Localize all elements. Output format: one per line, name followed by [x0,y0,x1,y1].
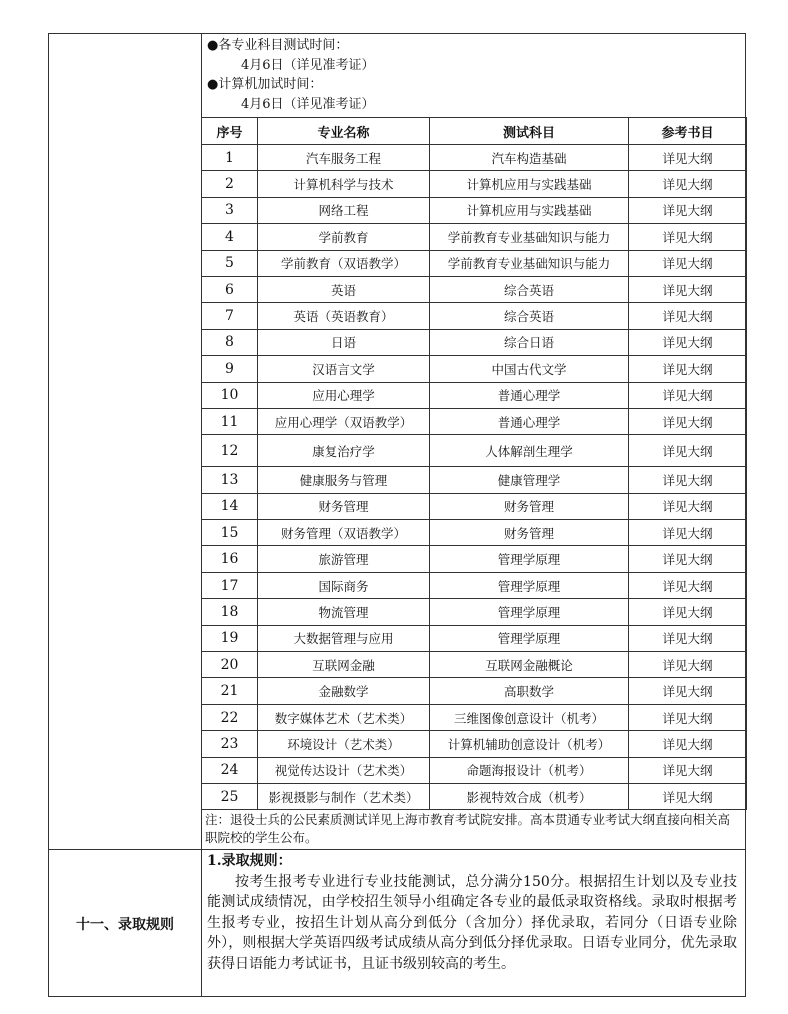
row-major: 互联网金融 [258,652,430,678]
table-row [202,145,747,171]
row-major: 学前教育 [258,224,430,250]
row-subject: 汽车构造基础 [430,145,629,171]
document-frame [48,33,746,997]
row-reference: 详见大纲 [629,382,747,408]
row-major: 旅游管理 [258,546,430,572]
table-row [202,520,747,546]
row-major: 财务管理（双语教学） [258,520,430,546]
row-index: 8 [202,329,258,355]
row-reference: 详见大纲 [629,435,747,467]
table-row [202,625,747,651]
row-reference: 详见大纲 [629,197,747,223]
row-index: 25 [202,783,258,809]
row-index: 23 [202,731,258,757]
row-reference: 详见大纲 [629,356,747,382]
rules-body: 按考生报考专业进行专业技能测试，总分满分150分。根据招生计划以及专业技能测试成绩情况，由学校招生领导小组确定各专业的最低录取资格线。录取时根据考生报考专业，按招生计划从高分到低分（含加分）择优录取，若同分（日语专业除外），则根据大学英语四级考试成绩从高分到低分择优录取。日语专业同分，优先录取获得日语能力考试证书，且证书级别较高的考生。 [207,873,737,972]
row-major: 汽车服务工程 [258,145,430,171]
row-major: 应用心理学（双语教学） [258,408,430,434]
row-index: 21 [202,678,258,704]
row-major: 应用心理学 [258,382,430,408]
subject-test-time-value: 4月6日（详见准考证） [241,57,375,73]
admission-rules [207,851,737,974]
row-subject: 高职数学 [430,678,629,704]
header-major: 专业名称 [258,118,430,145]
table-row [202,408,747,434]
row-subject: 管理学原理 [430,625,629,651]
row-subject: 人体解剖生理学 [430,435,629,467]
row-reference: 详见大纲 [629,704,747,730]
row-subject: 财务管理 [430,493,629,519]
row-index: 24 [202,757,258,783]
row-major: 财务管理 [258,493,430,519]
row-major: 环境设计（艺术类） [258,731,430,757]
row-index: 19 [202,625,258,651]
table-note: 注：退役士兵的公民素质测试详见上海市教育考试院安排。高本贯通专业考试大纲直接向相关高职院校的学生公布。 [205,812,731,845]
row-reference: 详见大纲 [629,303,747,329]
row-reference: 详见大纲 [629,493,747,519]
row-reference: 详见大纲 [629,572,747,598]
computer-test-time-label: ●计算机加试时间： [207,77,323,92]
row-reference: 详见大纲 [629,145,747,171]
row-subject: 健康管理学 [430,467,629,493]
row-reference: 详见大纲 [629,250,747,276]
row-subject: 普通心理学 [430,382,629,408]
row-reference: 详见大纲 [629,625,747,651]
row-index: 2 [202,171,258,197]
row-index: 14 [202,493,258,519]
table-row [202,652,747,678]
table-row [202,224,747,250]
row-subject: 综合英语 [430,303,629,329]
table-row [202,303,747,329]
row-major: 大数据管理与应用 [258,625,430,651]
row-subject: 三维图像创意设计（机考） [430,704,629,730]
row-index: 16 [202,546,258,572]
table-row [202,572,747,598]
table-row [202,704,747,730]
row-index: 17 [202,572,258,598]
row-index: 4 [202,224,258,250]
row-major: 英语 [258,276,430,302]
header-reference: 参考书目 [629,118,747,145]
row-subject: 计算机辅助创意设计（机考） [430,731,629,757]
row-major: 物流管理 [258,599,430,625]
table-row [202,382,747,408]
table-row [202,731,747,757]
row-index: 13 [202,467,258,493]
row-major: 英语（英语教育） [258,303,430,329]
row-reference: 详见大纲 [629,408,747,434]
table-row [202,329,747,355]
row-index: 12 [202,435,258,467]
row-subject: 管理学原理 [430,599,629,625]
table-row [202,171,747,197]
row-index: 6 [202,276,258,302]
row-index: 10 [202,382,258,408]
row-major: 健康服务与管理 [258,467,430,493]
row-major: 网络工程 [258,197,430,223]
row-subject: 综合英语 [430,276,629,302]
table-row [202,757,747,783]
table-row [202,493,747,519]
row-subject: 综合日语 [430,329,629,355]
row-index: 5 [202,250,258,276]
row-index: 15 [202,520,258,546]
row-subject: 中国古代文学 [430,356,629,382]
row-reference: 详见大纲 [629,171,747,197]
test-time-info [207,36,375,114]
row-major: 日语 [258,329,430,355]
row-index: 20 [202,652,258,678]
row-index: 7 [202,303,258,329]
row-reference: 详见大纲 [629,599,747,625]
table-row [202,435,747,467]
header-index: 序号 [202,118,258,145]
row-major: 金融数学 [258,678,430,704]
row-reference: 详见大纲 [629,224,747,250]
row-index: 22 [202,704,258,730]
row-subject: 计算机应用与实践基础 [430,171,629,197]
row-index: 9 [202,356,258,382]
row-subject: 命题海报设计（机考） [430,757,629,783]
table-row [202,546,747,572]
table-header-row [202,118,747,145]
row-subject: 影视特效合成（机考） [430,783,629,809]
row-major: 汉语言文学 [258,356,430,382]
row-reference: 详见大纲 [629,520,747,546]
row-major: 学前教育（双语教学） [258,250,430,276]
row-reference: 详见大纲 [629,329,747,355]
row-subject: 财务管理 [430,520,629,546]
table-row [202,356,747,382]
row-major: 影视摄影与制作（艺术类） [258,783,430,809]
subject-test-time-label: ●各专业科目测试时间： [207,38,349,53]
table-row [202,783,747,809]
row-index: 1 [202,145,258,171]
row-reference: 详见大纲 [629,276,747,302]
row-reference: 详见大纲 [629,652,747,678]
table-row [202,250,747,276]
row-subject: 计算机应用与实践基础 [430,197,629,223]
row-subject: 管理学原理 [430,546,629,572]
row-reference: 详见大纲 [629,546,747,572]
header-subject: 测试科目 [430,118,629,145]
row-major: 视觉传达设计（艺术类） [258,757,430,783]
row-subject: 学前教育专业基础知识与能力 [430,224,629,250]
row-major: 计算机科学与技术 [258,171,430,197]
table-row [202,197,747,223]
row-subject: 学前教育专业基础知识与能力 [430,250,629,276]
table-row [202,678,747,704]
row-reference: 详见大纲 [629,467,747,493]
rules-heading: 1.录取规则： [207,853,292,869]
table-row [202,599,747,625]
row-reference: 详见大纲 [629,678,747,704]
section-label: 十一、录取规则 [76,917,174,933]
row-subject: 管理学原理 [430,572,629,598]
computer-test-time-value: 4月6日（详见准考证） [241,96,375,112]
row-subject: 互联网金融概论 [430,652,629,678]
table-row [202,467,747,493]
row-divider [49,849,745,850]
row-major: 国际商务 [258,572,430,598]
row-index: 11 [202,408,258,434]
row-major: 康复治疗学 [258,435,430,467]
row-subject: 普通心理学 [430,408,629,434]
row-index: 18 [202,599,258,625]
table-row [202,276,747,302]
row-index: 3 [202,197,258,223]
row-major: 数字媒体艺术（艺术类） [258,704,430,730]
row-reference: 详见大纲 [629,783,747,809]
row-reference: 详见大纲 [629,731,747,757]
row-reference: 详见大纲 [629,757,747,783]
subject-table [201,117,747,810]
